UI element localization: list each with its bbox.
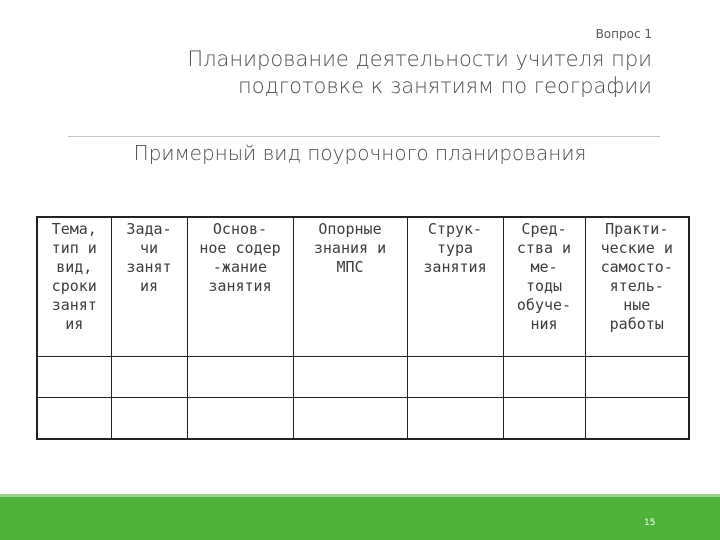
header-cell-content: Основ- ное содер -жание занятия	[187, 217, 293, 357]
table-header-row	[37, 217, 689, 357]
header-cell-structure: Струк- тура занятия	[407, 217, 503, 357]
slide-subtitle: Примерный вид поурочного планирования	[133, 141, 587, 165]
slide-title: Планирование деятельности учителя при подготовке к занятиям по географии	[187, 47, 652, 98]
table-row	[37, 398, 689, 440]
title-divider	[68, 136, 660, 137]
table-cell	[293, 398, 407, 440]
table-cell	[293, 357, 407, 398]
table-cell	[37, 398, 111, 440]
header-cell-topic: Тема, тип и вид, сроки занят ия	[37, 217, 111, 357]
header-cell-knowledge: Опорные знания и МПС	[293, 217, 407, 357]
header-cell-practical: Практи- ческие и самосто- ятель- ные работы	[585, 217, 689, 357]
header-cell-tasks: Зада- чи занят ия	[111, 217, 187, 357]
table-cell	[111, 357, 187, 398]
table-cell	[37, 357, 111, 398]
table-cell	[503, 357, 585, 398]
footer-bar	[0, 497, 720, 540]
table-cell	[585, 357, 689, 398]
table-cell	[187, 357, 293, 398]
table-cell	[111, 398, 187, 440]
page-number: 15	[644, 518, 656, 528]
table-cell	[585, 398, 689, 440]
header-cell-methods: Сред- ства и ме- тоды обуче- ния	[503, 217, 585, 357]
table-cell	[503, 398, 585, 440]
table-cell	[407, 398, 503, 440]
question-label: Вопрос 1	[595, 27, 652, 41]
table-row	[37, 357, 689, 398]
table-cell	[187, 398, 293, 440]
table-cell	[407, 357, 503, 398]
lesson-plan-table	[36, 216, 690, 440]
